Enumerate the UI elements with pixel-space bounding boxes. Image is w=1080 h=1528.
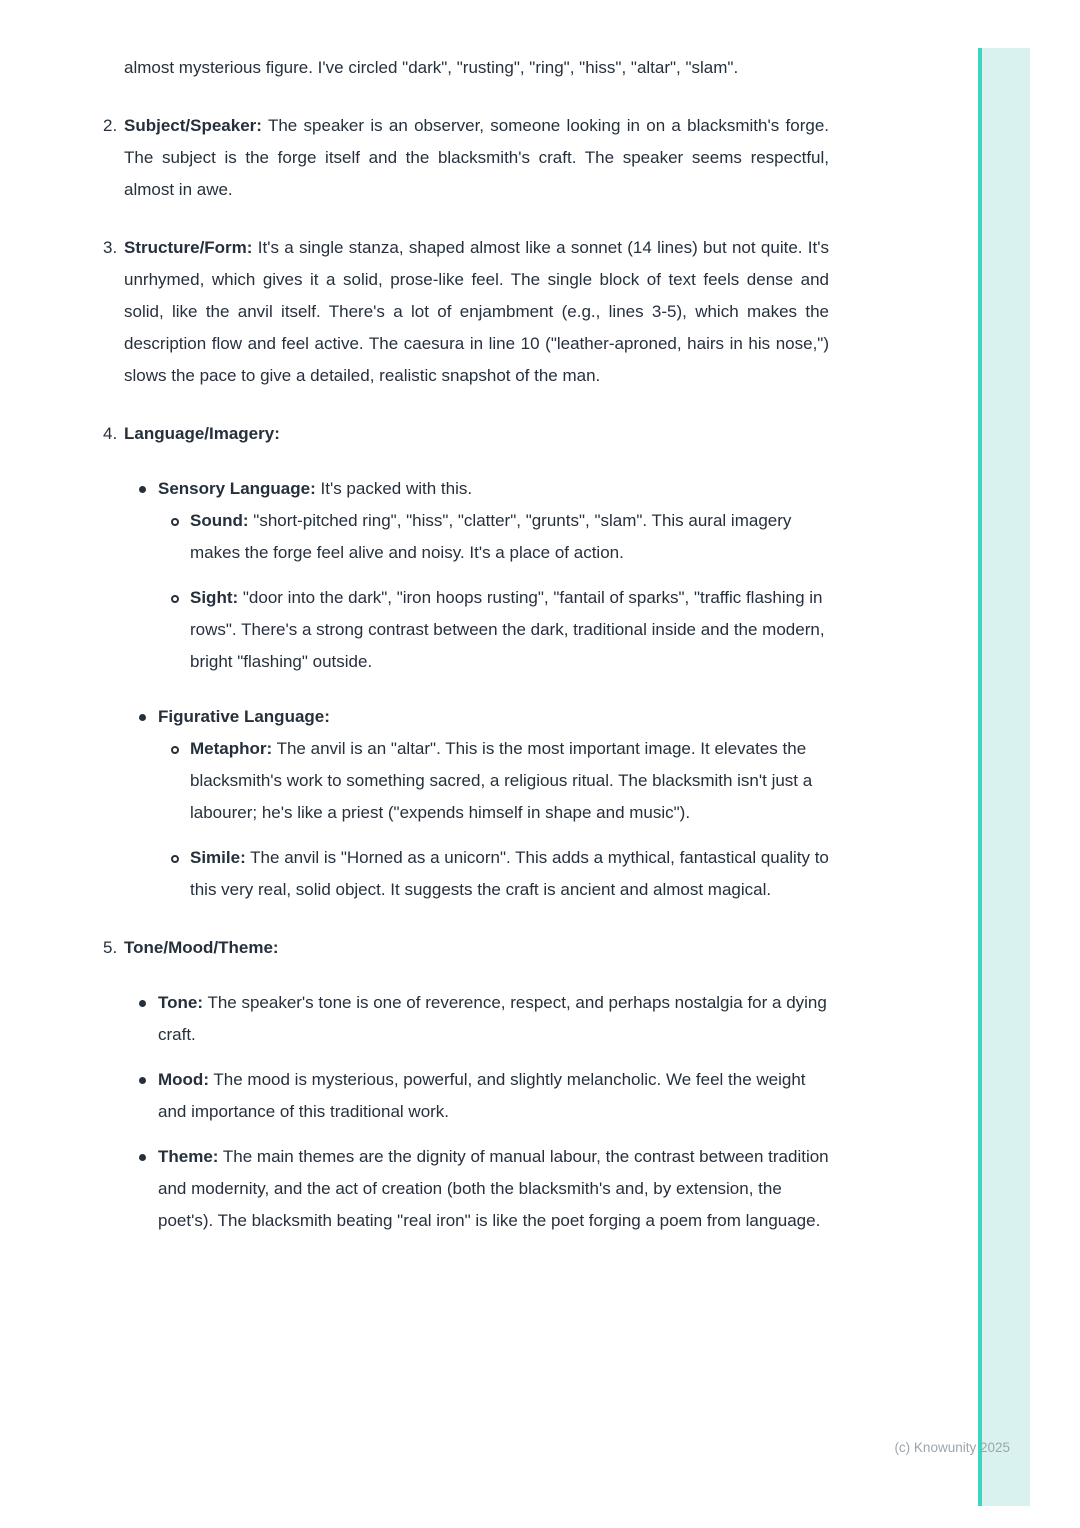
intro-paragraph: almost mysterious figure. I've circled "dark", "rusting", "ring", "hiss", "altar", "slam". <box>124 58 739 77</box>
bullet-paragraph <box>158 1064 829 1128</box>
bullet-paragraph <box>158 1141 829 1237</box>
copyright-watermark: (c) Knowunity 2025 <box>894 1440 1010 1455</box>
item-text: It's a single stanza, shaped almost like a sonnet (14 lines) but not quite. It's unrhymed, which gives it a solid, prose-like feel. The single block of text feels dense and solid, like the anvil itself. There's a lot of enjambment (e.g., lines 3-5), which makes the description flow and feel active. The caesura in line 10 ("leather-aproned, hairs in his nose,") slows the pace to give a detailed, realistic snapshot of the man. <box>124 238 829 385</box>
bullet-text: It's packed with this. <box>320 479 473 498</box>
bullet-disc-icon <box>137 1141 158 1237</box>
subbullet-paragraph <box>190 842 829 906</box>
subbullet-title: Simile: <box>190 848 246 867</box>
bullet-paragraph <box>158 701 829 733</box>
section-subject-speaker <box>103 110 829 206</box>
subbullet-paragraph <box>190 582 829 678</box>
bullet-paragraph <box>158 473 829 505</box>
subbullet-metaphor <box>169 733 829 829</box>
subbullet-title: Sound: <box>190 511 249 530</box>
bullet-circle-icon <box>169 505 190 569</box>
numbered-item <box>103 232 829 392</box>
section-language-imagery <box>103 418 829 906</box>
bullet-disc-icon <box>137 701 158 733</box>
bullet-figurative-language <box>137 701 829 733</box>
numbered-item <box>103 932 829 964</box>
document-body <box>103 52 829 1237</box>
subbullet-text: The anvil is "Horned as a unicorn". This adds a mythical, fantastical quality to this very real, solid object. It suggests the craft is ancient and almost magical. <box>190 848 829 899</box>
subbullet-sight <box>169 582 829 678</box>
bullet-text: The mood is mysterious, powerful, and slightly melancholic. We feel the weight and importance of this traditional work. <box>158 1070 806 1121</box>
subbullet-text: "door into the dark", "iron hoops rusting", "fantail of sparks", "traffic flashing in rows". There's a strong contrast between the dark, traditional inside and the modern, bright "flashing" outside. <box>190 588 825 671</box>
subbullet-text: The anvil is an "altar". This is the most important image. It elevates the blacksmith's work to something sacred, a religious ritual. The blacksmith isn't just a labourer; he's like a priest ("expends himself in shape and music"). <box>190 739 813 822</box>
item-text: The speaker is an observer, someone looking in on a blacksmith's forge. The subject is the forge itself and the blacksmith's craft. The speaker seems respectful, almost in awe. <box>124 116 830 199</box>
bullet-disc-icon <box>137 987 158 1051</box>
bullet-circle-icon <box>169 842 190 906</box>
subbullet-sound <box>169 505 829 569</box>
subbullet-title: Metaphor: <box>190 739 273 758</box>
subbullet-paragraph <box>190 505 829 569</box>
item-title: Subject/Speaker: <box>124 116 262 135</box>
bullet-disc-icon <box>137 473 158 505</box>
bullet-circle-icon <box>169 733 190 829</box>
bullet-text: The main themes are the dignity of manual labour, the contrast between tradition and modernity, and the act of creation (both the blacksmith's and, by extension, the poet's). The blacksmith beating "real iron" is like the poet forging a poem from language. <box>158 1147 829 1230</box>
section-structure-form <box>103 232 829 392</box>
subbullet-simile <box>169 842 829 906</box>
bullet-circle-icon <box>169 582 190 678</box>
bullet-theme <box>137 1141 829 1237</box>
numbered-item <box>103 418 829 450</box>
item-number: 3. <box>103 238 118 257</box>
item-title: Tone/Mood/Theme: <box>124 938 279 957</box>
bullet-title: Figurative Language: <box>158 707 330 726</box>
item-paragraph <box>124 932 829 964</box>
bullet-title: Sensory Language: <box>158 479 316 498</box>
item-title: Language/Imagery: <box>124 424 280 443</box>
bullet-title: Theme: <box>158 1147 219 1166</box>
bullet-title: Tone: <box>158 993 204 1012</box>
subbullet-text: "short-pitched ring", "hiss", "clatter", "grunts", "slam". This aural imagery makes the forge feel alive and noisy. It's a place of action. <box>190 511 792 562</box>
item-paragraph <box>124 232 829 392</box>
bullet-title: Mood: <box>158 1070 209 1089</box>
right-accent-bar <box>978 48 1030 1506</box>
bullet-mood <box>137 1064 829 1128</box>
item-paragraph <box>124 110 829 206</box>
item-number: 2. <box>103 116 118 135</box>
item-paragraph <box>124 418 829 450</box>
item-title: Structure/Form: <box>124 238 253 257</box>
section-tone-mood-theme <box>103 932 829 1237</box>
subbullet-title: Sight: <box>190 588 239 607</box>
bullet-text: The speaker's tone is one of reverence, respect, and perhaps nostalgia for a dying craft. <box>158 993 827 1044</box>
intro-paragraph-block <box>103 52 829 84</box>
bullet-tone <box>137 987 829 1051</box>
bullet-disc-icon <box>137 1064 158 1128</box>
numbered-item <box>103 110 829 206</box>
bullet-sensory-language <box>137 473 829 505</box>
bullet-paragraph <box>158 987 829 1051</box>
item-number: 4. <box>103 424 118 443</box>
subbullet-paragraph <box>190 733 829 829</box>
item-number: 5. <box>103 938 118 957</box>
